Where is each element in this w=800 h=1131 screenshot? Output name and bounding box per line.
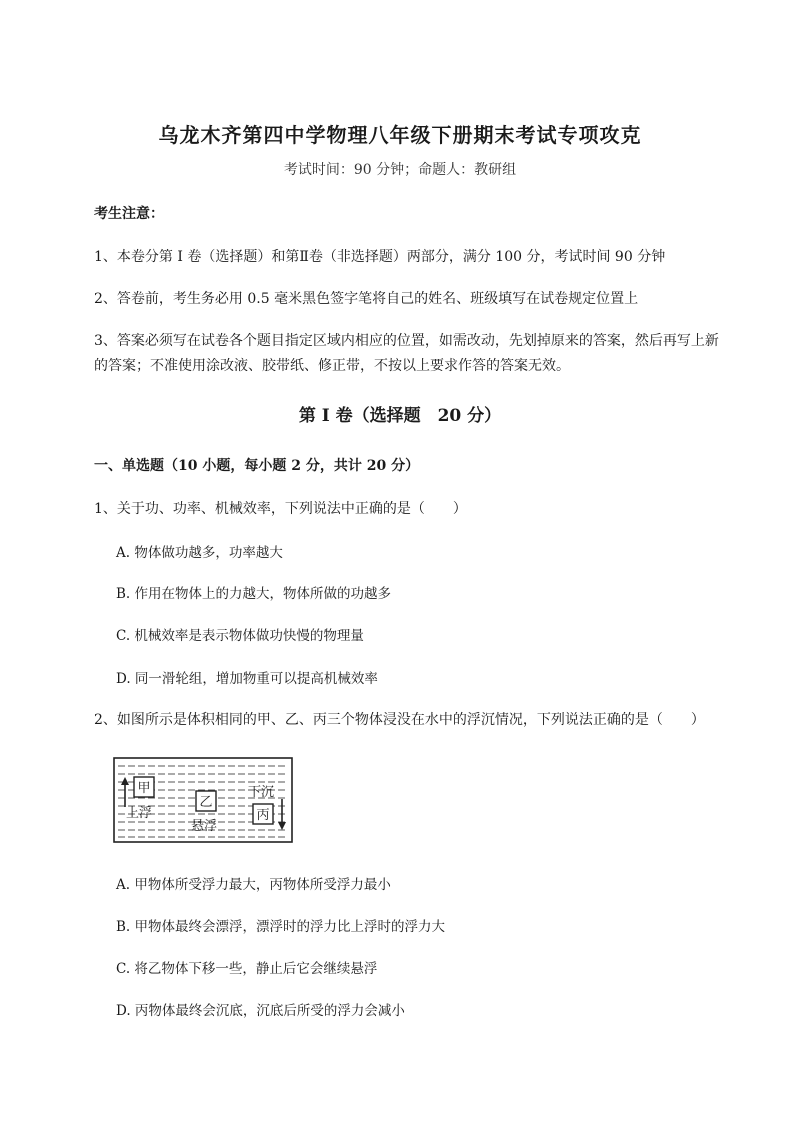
section-title: 第 I 卷（选择题 20 分） — [298, 406, 502, 426]
notice-item-1: 1、本卷分第 I 卷（选择题）和第Ⅱ卷（非选择题）两部分，满分 100 分，考试时间 90 分钟 — [94, 249, 666, 265]
question-1-option-b: B. 作用在物体上的力越大，物体所做的功越多 — [116, 586, 392, 602]
question-2-stem: 2、如图所示是体积相同的甲、乙、丙三个物体浸没在水中的浮沉情况，下列说法正确的是（ ） — [94, 712, 705, 728]
part-heading: 一、单选题（10 小题，每小题 2 分，共计 20 分） — [94, 458, 420, 474]
question-1-stem: 1、关于功、功率、机械效率，下列说法中正确的是（ ） — [94, 501, 467, 517]
question-2-option-b: B. 甲物体最终会漂浮，漂浮时的浮力比上浮时的浮力大 — [116, 919, 446, 935]
notice-item-3: 3、答案必须写在试卷各个题目指定区域内相应的位置，如需改动，先划掉原来的答案，然后再写上新 — [94, 333, 719, 349]
notice-heading: 考生注意： — [94, 206, 164, 222]
question-2-option-d: D. 丙物体最终会沉底，沉底后所受的浮力会减小 — [116, 1003, 405, 1019]
label-suspend: 悬浮 — [191, 819, 218, 834]
buoyancy-figure — [113, 757, 293, 843]
object-yi-label: 乙 — [199, 795, 213, 810]
question-1-option-a: A. 物体做功越多，功率越大 — [116, 545, 283, 561]
notice-item-3-continued: 的答案；不准使用涂改液、胶带纸、修正带，不按以上要求作答的答案无效。 — [94, 358, 570, 374]
label-down: 下沉 — [248, 785, 275, 800]
question-1-option-d: D. 同一滑轮组，增加物重可以提高机械效率 — [116, 671, 378, 687]
question-2-option-c: C. 将乙物体下移一些，静止后它会继续悬浮 — [116, 961, 378, 977]
water-tank-diagram — [113, 757, 293, 843]
label-up: 上浮 — [126, 806, 153, 821]
question-1-option-c: C. 机械效率是表示物体做功快慢的物理量 — [116, 628, 364, 644]
question-2-option-a: A. 甲物体所受浮力最大，丙物体所受浮力最小 — [116, 877, 391, 893]
notice-item-2: 2、答卷前，考生务必用 0.5 毫米黑色签字笔将自己的姓名、班级填写在试卷规定位置上 — [94, 291, 639, 307]
exam-title: 乌龙木齐第四中学物理八年级下册期末考试专项攻克 — [158, 123, 642, 147]
exam-subtitle: 考试时间：90 分钟；命题人：教研组 — [283, 162, 517, 178]
object-bing-label: 丙 — [256, 808, 270, 823]
object-jia-label: 甲 — [137, 781, 151, 796]
